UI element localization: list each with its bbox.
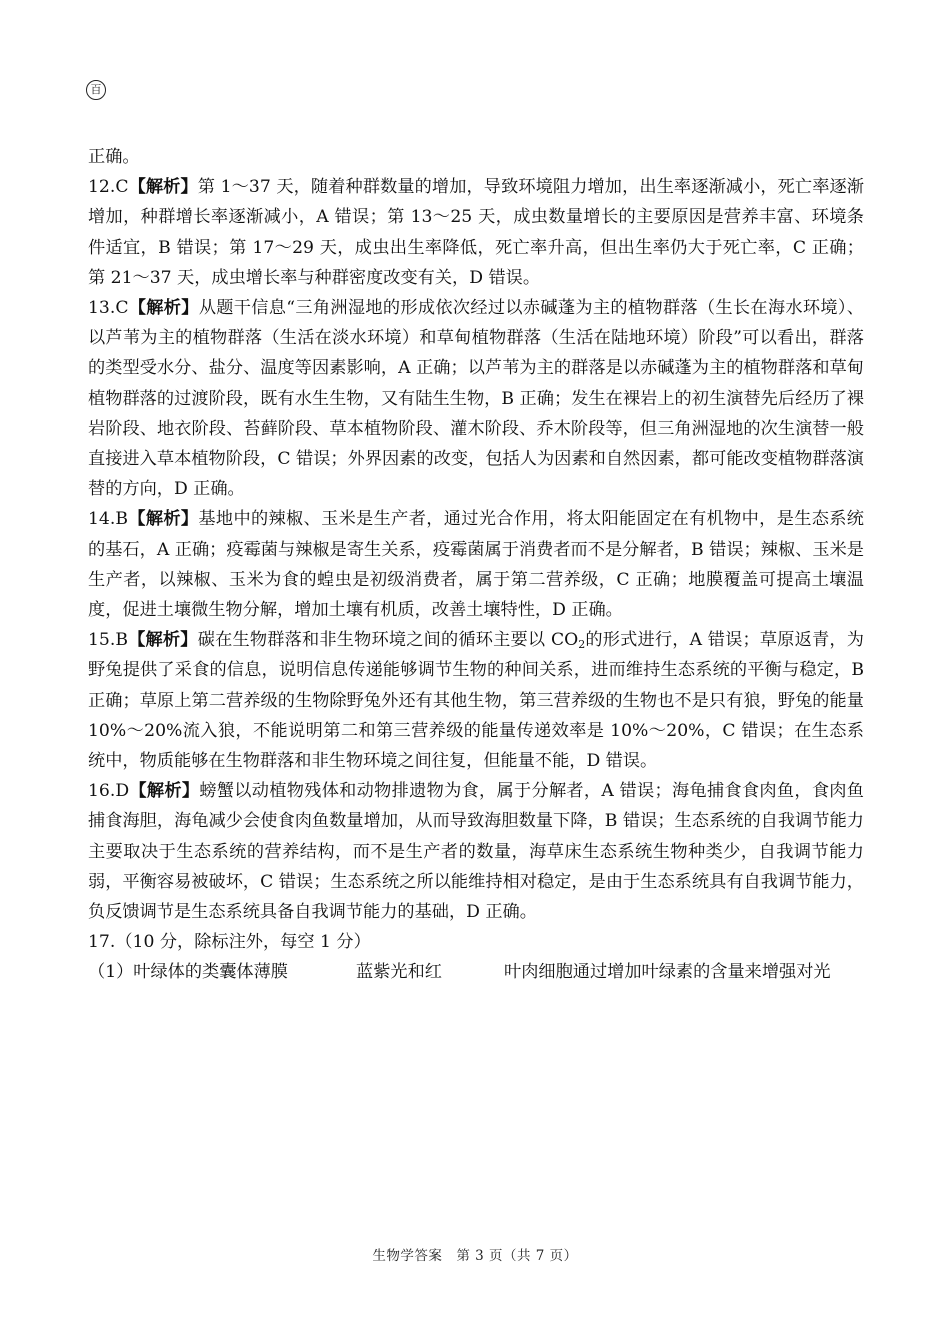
subscript: 2 [578, 638, 586, 652]
paragraph-11-tail: 正确。 [88, 147, 140, 167]
analysis-tag: 【解析】 [127, 509, 199, 530]
paragraph-text: 第 1～37 天，随着种群数量的增加，导致环境阻力增加，出生率逐渐减小，死亡率逐渐增加，种群增长率逐渐减小，A 错误；第 13～25 天，成虫数量增长的主要原因是营养丰富、环境条件适宜，B 错误；第 17～29 天，成虫出生率降低，死亡率升高，但出生率仍大于死亡率，C 正确；第 21～37 天，成虫增长率与种群密度改变有关，D 错误。 [88, 177, 864, 288]
analysis-tag: 【解析】 [128, 177, 198, 198]
paragraph-text-a: 碳在生物群落和非生物环境之间的循环主要以 CO [197, 630, 579, 651]
paragraph-text: 基地中的辣椒、玉米是生产者，通过光合作用，将太阳能固定在有机物中，是生态系统的基石，A 正确；疫霉菌与辣椒是寄生关系，疫霉菌属于消费者而不是分解者，B 错误；辣椒、玉米是生产者，以辣椒、玉米为食的蝗虫是初级消费者，属于第二营养级，C 正确；地膜覆盖可提高土壤温度，促进土壤微生物分解，增加土壤有机质，改善土壤特性，D 正确。 [88, 509, 864, 621]
answer-blank-2: 蓝紫光和红 [356, 962, 442, 983]
paragraph-text: 螃蟹以动植物残体和动物排遗物为食，属于分解者，A 错误；海龟捕食食肉鱼，食肉鱼捕食海胆，海龟减少会使食肉鱼数量增加，从而导致海胆数量下降，B 错误；生态系统的自我调节能力主要取决于生态系统的营养结构，而不是生产者的数量，海草床生态系统生物种类少，自我调节能力弱，平衡容易被破坏，C 错误；生态系统之所以能维持相对稳定，是由于生态系统具有自我调节能力，负反馈调节是生态系统具备自我调节能力的基础，D 正确。 [88, 781, 864, 923]
item-number: 13.C [88, 298, 129, 319]
answer-blank-1: （1）叶绿体的类囊体薄膜 [88, 962, 288, 983]
analysis-tag: 【解析】 [129, 781, 200, 802]
paragraph-17-answers [88, 957, 864, 987]
corner-seal-mark: 百 [86, 80, 106, 100]
answer-content [88, 142, 864, 988]
paragraph-14 [88, 504, 864, 625]
answer-blank-3: 叶肉细胞通过增加叶绿素的含量来增强对光 [504, 962, 831, 983]
paragraph-13 [88, 293, 864, 504]
paragraph-12 [88, 172, 864, 293]
page-footer: 生物学答案 第 3 页（共 7 页） [372, 1248, 578, 1264]
paragraph-15 [88, 625, 864, 776]
item-number: 12.C [88, 177, 129, 198]
analysis-tag: 【解析】 [128, 298, 199, 319]
item-number: 16.D [88, 781, 130, 802]
paragraph-17-title: 17.（10 分，除标注外，每空 1 分） [88, 932, 371, 953]
analysis-tag: 【解析】 [127, 630, 198, 651]
item-number: 14.B [88, 509, 128, 530]
paragraph-text: 从题干信息“三角洲湿地的形成依次经过以赤碱蓬为主的植物群落（生长在海水环境）、以芦苇为主的植物群落（生活在淡水环境）和草甸植物群落（生活在陆地环境）阶段”可以看出，群落的类型受水分、盐分、温度等因素影响，A 正确；以芦苇为主的群落是以赤碱蓬为主的植物群落和草甸植物群落的过渡阶段，既有水生生物，又有陆生生物，B 正确；发生在裸岩上的初生演替先后经历了裸岩阶段、地衣阶段、苔藓阶段、草本植物阶段、灌木阶段、乔木阶段等，但三角洲湿地的次生演替一般直接进入草本植物阶段，C 错误；外界因素的改变，包括人为因素和自然因素，都可能改变植物群落演替的方向，D 正确。 [88, 298, 864, 500]
paragraph-16 [88, 776, 864, 927]
item-number: 15.B [88, 630, 128, 651]
paragraph-text-b: 的形式进行，A 错误；草原返青，为野兔提供了采食的信息，说明信息传递能够调节生物的种间关系，进而维持生态系统的平衡与稳定，B 正确；草原上第二营养级的生物除野兔外还有其他生物，第三营养级的生物也不是只有狼，野兔的能量 10%～20%流入狼，不能说明第二和第三营养级的能量传递效率是 10%～20%，C 错误；在生态系统中，物质能够在生物群落和非生物环境之间往复，但能量不能，D 错误。 [88, 630, 864, 772]
